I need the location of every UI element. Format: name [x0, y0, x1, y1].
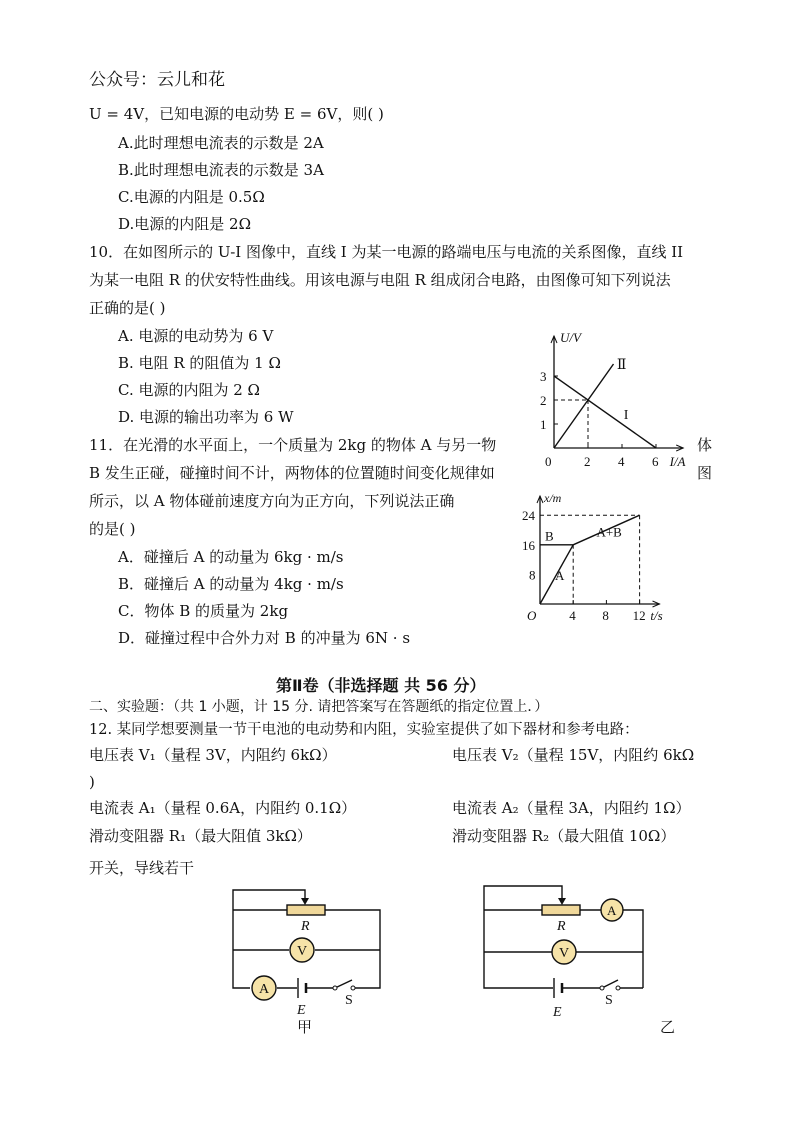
label-s: S: [605, 993, 613, 1008]
x-tick-label: O: [527, 608, 537, 623]
label-v: V: [559, 946, 570, 961]
q9-option-a: A.此时理想电流表的示数是 2A: [118, 134, 324, 152]
q12-misc: 开关，导线若干: [89, 859, 195, 877]
q11-option-a: A．碰撞后 A 的动量为 6kg · m/s: [118, 548, 344, 566]
label-e: E: [553, 1005, 562, 1020]
label-r: R: [301, 919, 310, 934]
line-ii-label: Ⅱ: [616, 357, 627, 373]
label-e: E: [297, 1003, 306, 1018]
circuit-a-wire: [233, 910, 250, 988]
circuit-a-label: 甲: [297, 1018, 313, 1036]
x-tick-label: 2: [584, 454, 591, 469]
circuit-a: [225, 880, 395, 1036]
label-ab: A+B: [596, 524, 622, 540]
y-axis-label: U/V: [560, 330, 581, 345]
q12-intro: 12. 某同学想要测量一节干电池的电动势和内阻，实验室提供了如下器材和参考电路：: [89, 722, 639, 738]
line-ii: [554, 364, 614, 448]
q11-stem-line4: 的是( ): [89, 520, 136, 538]
label-s: S: [345, 993, 353, 1008]
section-title: 第Ⅱ卷（非选择题 共 56 分）: [276, 676, 486, 695]
q9-option-d: D.电源的内阻是 2Ω: [118, 215, 252, 233]
y-tick-label: 2: [540, 393, 547, 408]
label-a: A: [607, 903, 617, 918]
q10-stem-line1: 10．在如图所示的 U-I 图像中，直线 I 为某一电源的路端电压与电流的关系图像，直线 II: [89, 243, 684, 261]
voltmeter-v2: 电压表 V₂（量程 15V，内阻约 6kΩ: [452, 746, 695, 764]
q11-stem-line2: B 发生正碰，碰撞时间不计，两物体的位置随时间变化规律如: [89, 464, 495, 482]
q11-side-char2: 图: [697, 464, 713, 482]
q10-option-b: B. 电阻 R 的阻值为 1 Ω: [118, 354, 281, 372]
label-v: V: [297, 944, 308, 959]
x-tick-label: 6: [652, 454, 659, 469]
q10-stem-line2: 为某一电阻 R 的伏安特性曲线。用该电源与电阻 R 组成闭合电路，由图像可知下列说法: [89, 271, 671, 289]
ammeter-a2: 电流表 A₂（量程 3A，内阻约 1Ω）: [452, 799, 691, 817]
rheostat-symbol: [287, 905, 325, 915]
y-tick-label: 3: [540, 369, 547, 384]
q10-stem-line3: 正确的是( ): [89, 299, 166, 317]
y-tick-label: 8: [529, 567, 536, 583]
q9-continuation: U = 4V，已知电源的电动势 E = 6V，则( ): [89, 105, 384, 123]
line-i: [554, 376, 656, 448]
q10-option-c: C. 电源的内阻为 2 Ω: [118, 381, 260, 399]
y-tick-label: 1: [540, 417, 547, 432]
x-tick-label: 4: [569, 608, 576, 623]
x-tick-label: 4: [618, 454, 625, 469]
circuit-b: [478, 878, 676, 1043]
switch-blade: [335, 980, 352, 988]
x-tick-label: 12: [632, 608, 646, 623]
label-b: B: [544, 528, 554, 544]
q11-stem-line3: 所示，以 A 物体碰前速度方向为正方向，下列说法正确: [89, 492, 455, 510]
watermark: 公众号：云儿和花: [89, 70, 225, 90]
y-tick-label: 16: [522, 537, 535, 553]
q10-option-a: A. 电源的电动势为 6 V: [118, 327, 274, 345]
q9-option-b: B.此时理想电流表的示数是 3A: [118, 161, 324, 179]
line-i-label: I: [623, 408, 629, 424]
x-axis-label: I/A: [669, 454, 686, 469]
q11-side-char1: 体: [697, 436, 713, 454]
y-axis-label: x/m: [544, 491, 562, 505]
y-tick-label: 24: [522, 508, 535, 524]
rheostat-symbol: [542, 905, 580, 915]
q9-option-c: C.电源的内阻是 0.5Ω: [118, 188, 265, 206]
x-tick-label: 0: [545, 454, 552, 469]
q11-option-c: C．物体 B 的质量为 2kg: [118, 602, 289, 620]
ammeter-a1: 电流表 A₁（量程 0.6A，内阻约 0.1Ω）: [89, 799, 357, 817]
q11-option-d: D．碰撞过程中合外力对 B 的冲量为 6N · s: [118, 629, 411, 647]
circuit-b-label: 乙: [660, 1018, 676, 1036]
switch-blade: [602, 980, 618, 988]
voltmeter-v2-close: ): [89, 773, 95, 791]
x-tick-label: 8: [602, 608, 609, 623]
label-a: A: [554, 567, 565, 583]
q11-option-b: B．碰撞后 A 的动量为 4kg · m/s: [118, 575, 344, 593]
section-heading: 二、实验题：（共 1 小题，计 15 分. 请把答案写在答题纸的指定位置上．）: [89, 699, 549, 715]
x-axis-label: t/s: [650, 608, 663, 623]
rheostat-r1: 滑动变阻器 R₁（最大阻值 3kΩ）: [89, 827, 312, 845]
q11-stem-line1: 11．在光滑的水平面上，一个质量为 2kg 的物体 A 与另一物: [89, 436, 497, 454]
label-r: R: [557, 919, 566, 934]
label-a: A: [259, 982, 270, 997]
q10-option-d: D. 电源的输出功率为 6 W: [118, 408, 294, 426]
xt-graph: [500, 490, 670, 625]
ui-graph: [520, 320, 713, 470]
voltmeter-v1: 电压表 V₁（量程 3V，内阻约 6kΩ）: [89, 746, 337, 764]
rheostat-r2: 滑动变阻器 R₂（最大阻值 10Ω）: [452, 827, 676, 845]
